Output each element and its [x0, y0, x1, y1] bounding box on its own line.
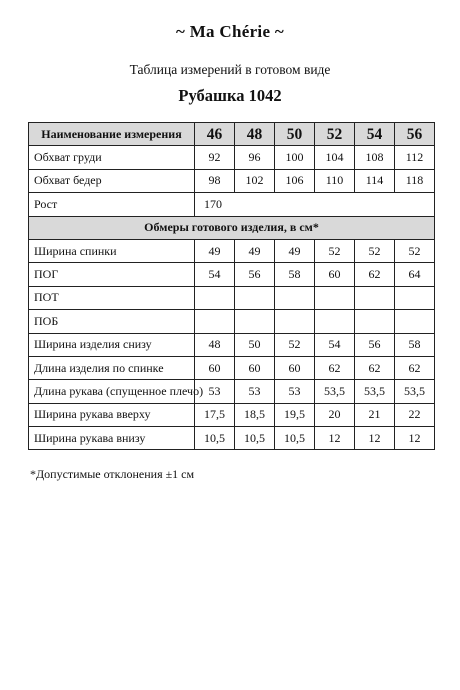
cell: 58 — [395, 333, 435, 356]
table-row-height — [29, 193, 435, 216]
cell — [195, 286, 235, 309]
cell — [355, 286, 395, 309]
product-name: Рубашка 1042 — [178, 86, 282, 105]
cell — [315, 286, 355, 309]
cell: 18,5 — [235, 403, 275, 426]
height-value: 170 — [195, 193, 435, 216]
cell: 17,5 — [195, 403, 235, 426]
cell: 62 — [395, 356, 435, 379]
header-size-50: 50 — [275, 123, 315, 146]
table-row — [29, 403, 435, 426]
cell: 12 — [355, 427, 395, 450]
table-row — [29, 263, 435, 286]
cell: 48 — [195, 333, 235, 356]
row-label: ПОГ — [29, 263, 195, 286]
cell: 118 — [395, 169, 435, 192]
cell: 50 — [235, 333, 275, 356]
cell — [355, 310, 395, 333]
row-label: Обхват бедер — [29, 169, 195, 192]
brand-title: ~ Ma Chérie ~ — [176, 22, 284, 41]
cell — [275, 286, 315, 309]
cell: 108 — [355, 146, 395, 169]
cell: 106 — [275, 169, 315, 192]
header-size-48: 48 — [235, 123, 275, 146]
cell: 20 — [315, 403, 355, 426]
cell: 10,5 — [235, 427, 275, 450]
row-label: ПОБ — [29, 310, 195, 333]
cell: 110 — [315, 169, 355, 192]
row-label: Ширина рукава внизу — [29, 427, 195, 450]
row-label: Обхват груди — [29, 146, 195, 169]
cell: 10,5 — [195, 427, 235, 450]
header-size-52: 52 — [315, 123, 355, 146]
table-row — [29, 286, 435, 309]
cell: 58 — [275, 263, 315, 286]
cell — [275, 310, 315, 333]
table-row — [29, 333, 435, 356]
table-row — [29, 146, 435, 169]
cell — [195, 310, 235, 333]
table-row — [29, 427, 435, 450]
cell: 104 — [315, 146, 355, 169]
cell: 49 — [195, 239, 235, 262]
cell: 56 — [235, 263, 275, 286]
cell: 53 — [235, 380, 275, 403]
cell: 102 — [235, 169, 275, 192]
cell: 19,5 — [275, 403, 315, 426]
cell: 60 — [275, 356, 315, 379]
row-label: Ширина изделия снизу — [29, 333, 195, 356]
cell: 53,5 — [355, 380, 395, 403]
cell: 49 — [275, 239, 315, 262]
size-table — [28, 122, 435, 450]
row-label: Рост — [29, 193, 195, 216]
cell: 53 — [275, 380, 315, 403]
section-header-row — [29, 216, 435, 239]
cell: 92 — [195, 146, 235, 169]
table-row — [29, 310, 435, 333]
cell: 100 — [275, 146, 315, 169]
table-row — [29, 356, 435, 379]
cell — [235, 310, 275, 333]
cell: 62 — [355, 263, 395, 286]
cell: 12 — [315, 427, 355, 450]
cell: 64 — [395, 263, 435, 286]
cell: 10,5 — [275, 427, 315, 450]
table-row — [29, 380, 435, 403]
cell: 53,5 — [315, 380, 355, 403]
cell: 60 — [235, 356, 275, 379]
cell: 62 — [355, 356, 395, 379]
cell: 56 — [355, 333, 395, 356]
cell: 52 — [275, 333, 315, 356]
header-size-56: 56 — [395, 123, 435, 146]
cell — [395, 286, 435, 309]
table-row — [29, 169, 435, 192]
row-label: Ширина спинки — [29, 239, 195, 262]
cell — [235, 286, 275, 309]
table-row — [29, 239, 435, 262]
cell — [315, 310, 355, 333]
cell: 62 — [315, 356, 355, 379]
footnote: *Допустимые отклонения ±1 см — [30, 467, 195, 481]
cell: 12 — [395, 427, 435, 450]
cell: 54 — [195, 263, 235, 286]
row-label: ПОТ — [29, 286, 195, 309]
header-size-46: 46 — [195, 123, 235, 146]
row-label: Длина изделия по спинке — [29, 356, 195, 379]
cell: 52 — [395, 239, 435, 262]
cell: 114 — [355, 169, 395, 192]
cell: 52 — [355, 239, 395, 262]
cell: 21 — [355, 403, 395, 426]
row-label: Длина рукава (спущенное плечо) — [29, 380, 195, 403]
cell: 96 — [235, 146, 275, 169]
table-header-row — [29, 123, 435, 146]
header-size-54: 54 — [355, 123, 395, 146]
cell: 54 — [315, 333, 355, 356]
cell: 49 — [235, 239, 275, 262]
cell: 112 — [395, 146, 435, 169]
header-measurement-name: Наименование измерения — [29, 123, 195, 146]
cell: 98 — [195, 169, 235, 192]
document-subtitle: Таблица измерений в готовом виде — [129, 62, 331, 77]
cell: 53 — [195, 380, 235, 403]
section-title: Обмеры готового изделия, в см* — [29, 216, 435, 239]
cell: 60 — [195, 356, 235, 379]
cell — [395, 310, 435, 333]
cell: 52 — [315, 239, 355, 262]
cell: 53,5 — [395, 380, 435, 403]
cell: 60 — [315, 263, 355, 286]
cell: 22 — [395, 403, 435, 426]
row-label: Ширина рукава вверху — [29, 403, 195, 426]
